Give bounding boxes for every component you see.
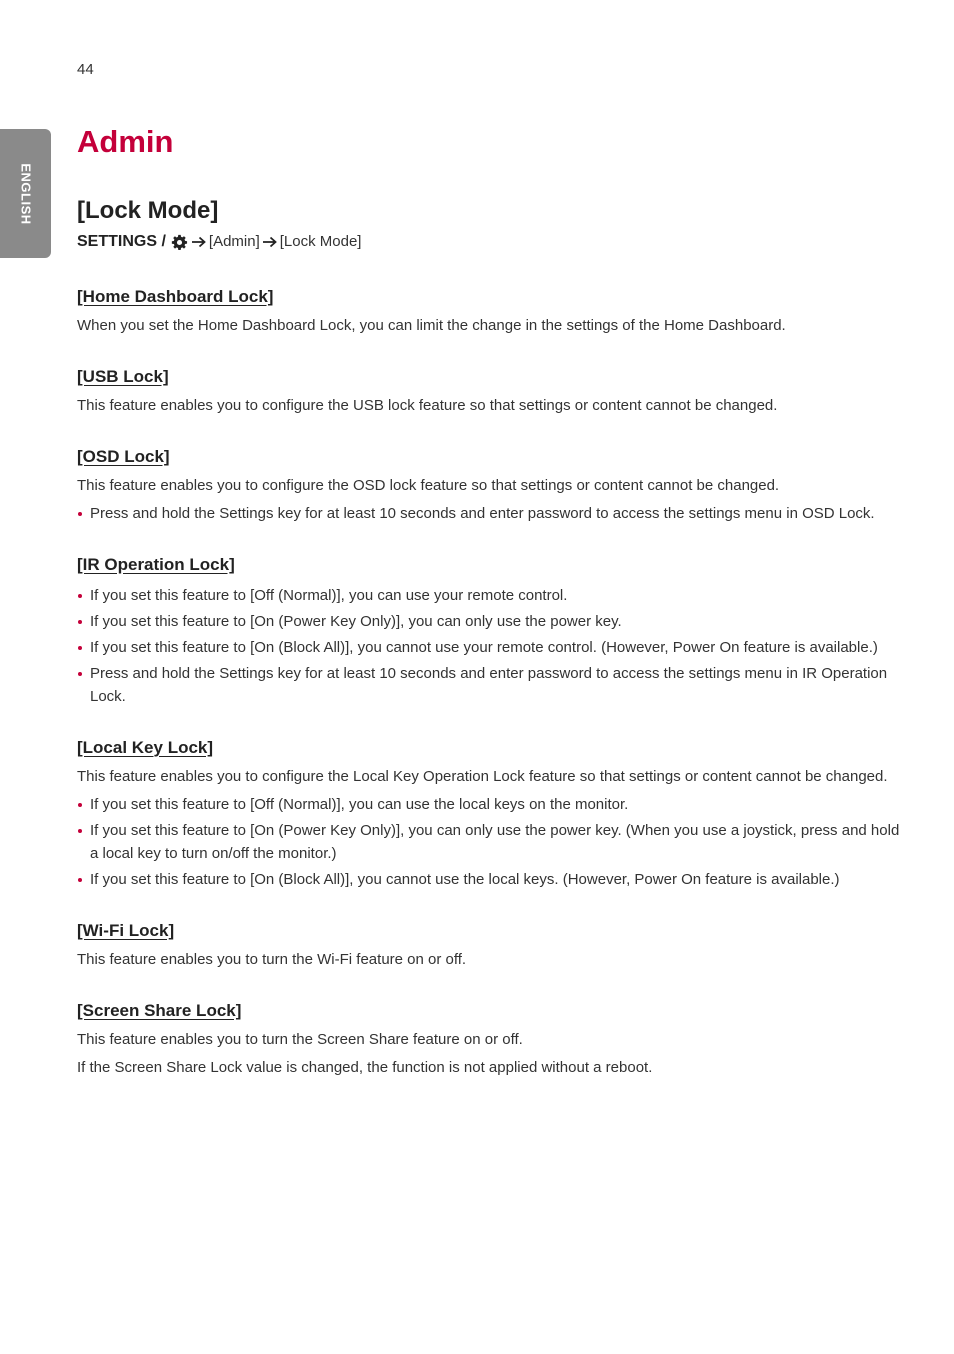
bullet-list	[77, 793, 907, 891]
arrow-right-icon	[262, 236, 278, 248]
menu-path	[77, 232, 907, 252]
menu-path-lock-mode: [Lock Mode]	[279, 233, 362, 250]
section-heading: [Screen Share Lock]	[77, 1001, 242, 1020]
gear-icon	[171, 234, 188, 251]
bullet-item: If you set this feature to [On (Power Key Only)], you can only use the power key.	[77, 610, 907, 633]
section	[77, 736, 907, 891]
menu-path-settings: SETTINGS /	[77, 233, 166, 250]
section-heading: [OSD Lock]	[77, 447, 170, 466]
bullet-item: If you set this feature to [Off (Normal)], you can use your remote control.	[77, 584, 907, 607]
bullet-item: If you set this feature to [On (Block All)], you cannot use the local keys. (However, Power On feature is available.)	[77, 868, 907, 891]
bullet-item: Press and hold the Settings key for at least 10 seconds and enter password to access the settings menu in IR Operation Lock.	[77, 662, 907, 708]
bullet-list	[77, 502, 907, 525]
menu-path-admin: [Admin]	[208, 233, 260, 250]
section-heading: [Home Dashboard Lock]	[77, 287, 274, 306]
page-number: 44	[77, 61, 94, 78]
bullet-item: If you set this feature to [On (Block All)], you cannot use your remote control. (However, Power On feature is available.)	[77, 636, 907, 659]
language-tab	[0, 129, 51, 258]
section-heading: [USB Lock]	[77, 367, 169, 386]
section-paragraph: This feature enables you to turn the Screen Share feature on or off.	[77, 1031, 523, 1048]
sections-container	[77, 285, 907, 1079]
bullet-list	[77, 584, 907, 708]
section-paragraph: This feature enables you to turn the Wi-Fi feature on or off.	[77, 951, 467, 968]
section-heading: [IR Operation Lock]	[77, 555, 235, 574]
section-paragraph: If the Screen Share Lock value is changed, the function is not applied without a reboot.	[77, 1059, 653, 1076]
section-paragraph: This feature enables you to configure the OSD lock feature so that settings or content cannot be changed.	[77, 477, 780, 494]
section	[77, 285, 907, 337]
section-paragraph: This feature enables you to configure the Local Key Operation Lock feature so that settings or content cannot be changed.	[77, 768, 888, 785]
page-title: Admin	[77, 124, 174, 159]
section	[77, 553, 907, 708]
language-tab-label: ENGLISH	[18, 162, 33, 225]
bullet-item: Press and hold the Settings key for at least 10 seconds and enter password to access the settings menu in OSD Lock.	[77, 502, 907, 525]
section	[77, 999, 907, 1079]
page-content	[77, 118, 907, 1079]
section-heading: [Local Key Lock]	[77, 738, 214, 757]
section-paragraph: This feature enables you to configure the USB lock feature so that settings or content cannot be changed.	[77, 397, 778, 414]
section	[77, 919, 907, 971]
arrow-right-icon	[191, 236, 207, 248]
bullet-item: If you set this feature to [On (Power Key Only)], you can only use the power key. (When you use a joystick, press and hold a local key to turn on/off the monitor.)	[77, 819, 907, 865]
section-heading: [Wi-Fi Lock]	[77, 921, 175, 940]
section-title: [Lock Mode]	[77, 197, 219, 224]
section	[77, 365, 907, 417]
section	[77, 445, 907, 525]
section-paragraph: When you set the Home Dashboard Lock, you can limit the change in the settings of the Home Dashboard.	[77, 317, 786, 334]
bullet-item: If you set this feature to [Off (Normal)], you can use the local keys on the monitor.	[77, 793, 907, 816]
